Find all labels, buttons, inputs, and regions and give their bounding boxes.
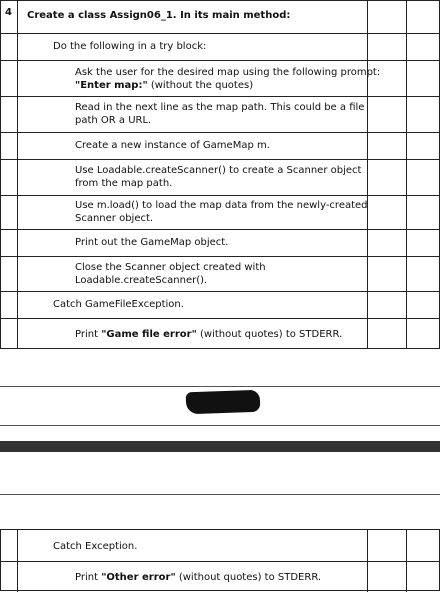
check-column — [367, 160, 407, 195]
empty-cell — [1, 133, 18, 159]
table-row — [1, 60, 439, 96]
row-text: Read in the next line as the map path. This could be a file — [75, 102, 365, 113]
row-text-line2: path OR a URL. — [75, 115, 152, 126]
divider — [0, 386, 440, 387]
row-text: Catch GameFileException. — [53, 299, 184, 310]
redaction-mark — [186, 390, 261, 415]
page-break-bar — [0, 441, 440, 452]
row-text: Use m.load() to load the map data from the newly-created — [75, 200, 368, 211]
empty-cell — [1, 292, 18, 318]
plain-text: (without quotes) to STDERR. — [175, 572, 322, 583]
row-text: Create a new instance of GameMap m. — [75, 140, 270, 151]
check-column — [367, 230, 407, 256]
empty-cell — [1, 160, 18, 195]
empty-cell — [1, 562, 18, 592]
plain-text: Print — [75, 572, 102, 583]
table-row — [1, 159, 439, 195]
plain-text: (without quotes) to STDERR. — [196, 329, 343, 340]
empty-cell — [1, 97, 18, 132]
row-text: Close the Scanner object created with — [75, 262, 266, 273]
plain-text: (without the quotes) — [147, 80, 254, 91]
bold-text: "Enter map:" — [75, 80, 148, 91]
empty-cell — [1, 530, 18, 561]
row-text-line2: Loadable.createScanner(). — [75, 275, 208, 286]
table-row — [1, 561, 439, 592]
row-text: Print out the GameMap object. — [75, 237, 229, 248]
table-row — [1, 256, 439, 291]
bold-text: "Game file error" — [101, 329, 197, 340]
empty-cell — [1, 34, 18, 60]
check-column — [367, 196, 407, 229]
table-row — [1, 132, 439, 159]
row-text-line2: Scanner object. — [75, 213, 154, 224]
divider — [0, 425, 440, 426]
row-text: Ask the user for the desired map using the following prompt: — [75, 67, 381, 78]
divider — [0, 494, 440, 495]
table-row — [1, 291, 439, 318]
row-text — [75, 328, 342, 341]
check-column — [367, 562, 407, 592]
empty-cell — [1, 196, 18, 229]
table-row-header — [1, 1, 439, 33]
bold-text: "Other error" — [101, 572, 176, 583]
row-text: Catch Exception. — [53, 541, 138, 552]
empty-cell — [1, 319, 18, 348]
empty-cell — [1, 61, 18, 96]
instructions-table-continued — [0, 529, 440, 591]
check-column — [367, 257, 407, 291]
table-row — [1, 195, 439, 229]
table-row — [1, 96, 439, 132]
row-text: Do the following in a try block: — [53, 41, 207, 52]
table-row — [1, 229, 439, 256]
check-column — [367, 319, 407, 348]
row-text-line2 — [75, 79, 253, 92]
row-text-line2: from the map path. — [75, 178, 173, 189]
check-column — [367, 61, 407, 96]
check-column — [367, 133, 407, 159]
row-text: Use Loadable.createScanner() to create a Scanner object — [75, 165, 362, 176]
empty-cell — [1, 257, 18, 291]
check-column — [367, 34, 407, 60]
table-row — [1, 318, 439, 348]
table-row — [1, 33, 439, 60]
plain-text: Print — [75, 329, 102, 340]
check-column — [367, 97, 407, 132]
table-row — [1, 530, 439, 561]
check-column — [367, 530, 407, 561]
empty-cell — [1, 230, 18, 256]
check-column — [367, 1, 407, 33]
check-column — [367, 292, 407, 318]
step-number-cell — [1, 1, 18, 33]
step-header: Create a class Assign06_1. In its main method: — [27, 10, 291, 21]
step-number: 4 — [5, 7, 12, 18]
row-text — [75, 571, 321, 584]
